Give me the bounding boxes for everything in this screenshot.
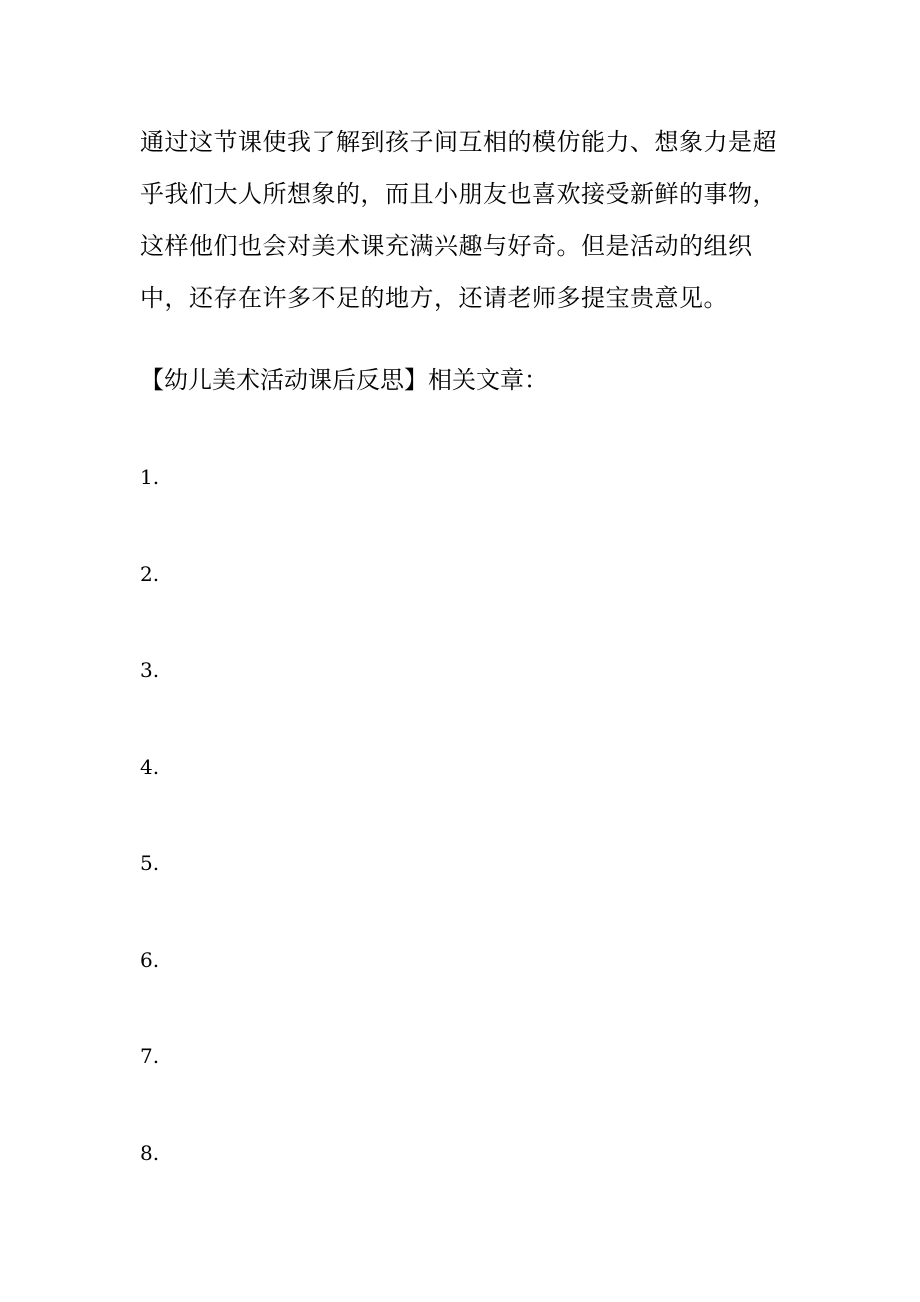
related-articles-list: [140, 462, 159, 1234]
list-item: 5.: [140, 851, 160, 875]
list-item: 1.: [140, 465, 160, 489]
list-item: 7.: [140, 1044, 160, 1068]
list-item: 8.: [140, 1140, 160, 1165]
related-articles-heading: 【幼儿美术活动课后反思】相关文章：: [140, 366, 548, 394]
body-paragraph: 通过这节课使我了解到孩子间互相的模仿能力、想象力是超乎我们大人所想象的，而且小朋友也喜欢接受新鲜的事物，这样他们也会对美术课充满兴趣与好奇。但是活动的组织中，还存在许多不足的地方，还请老师多提宝贵意见。: [140, 128, 777, 312]
list-item: 4.: [140, 754, 160, 779]
list-item: 6.: [140, 947, 160, 972]
list-item: 2.: [140, 561, 160, 586]
list-item: 3.: [140, 658, 160, 682]
